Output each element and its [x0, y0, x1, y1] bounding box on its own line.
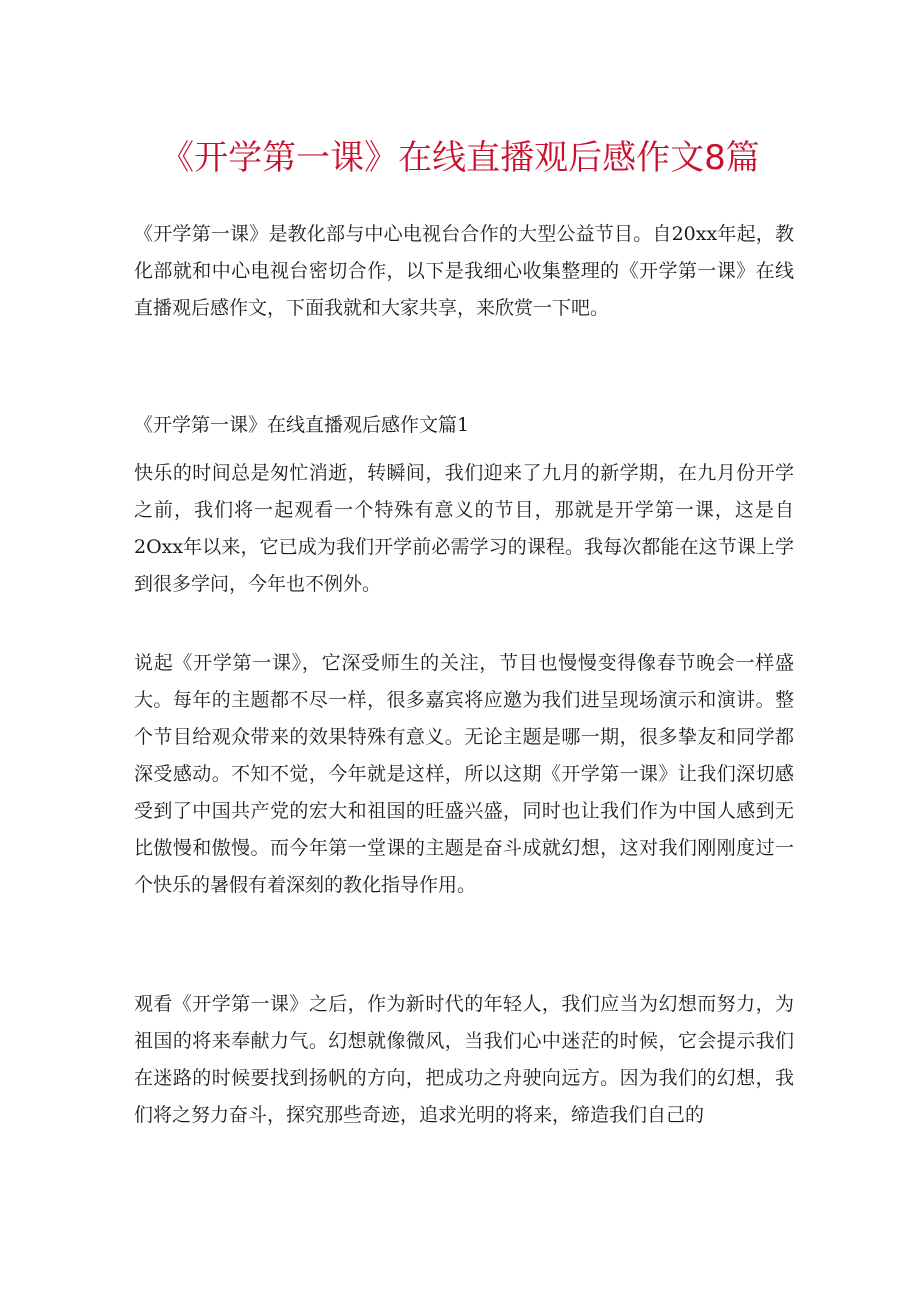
intro-paragraph: 《开学第一课》是教化部与中心电视台合作的大型公益节目。自20xx年起，教化部就和中心电视台密切合作，以下是我细心收集整理的《开学第一课》在线直播观后感作文，下面我就和大家共享，来欣赏一下吧。	[134, 223, 794, 319]
section-heading: 《开学第一课》在线直播观后感作文篇1	[134, 414, 470, 436]
body-paragraph-3: 观看《开学第一课》之后，作为新时代的年轻人，我们应当为幻想而努力，为祖国的将来奉献力气。幻想就像微风，当我们心中迷茫的时候，它会提示我们在迷路的时候要找到扬帆的方向，把成功之舟驶向远方。因为我们的幻想，我们将之努力奋斗，探究那些奇迹，追求光明的将来，缔造我们自己的	[134, 993, 794, 1126]
page-title: 《开学第一课》在线直播观后感作文8篇	[160, 138, 760, 178]
body-paragraph-1: 快乐的时间总是匆忙消逝，转瞬间，我们迎来了九月的新学期，在九月份开学之前，我们将一起观看一个特殊有意义的节目，那就是开学第一课，这是自2Oxx年以来，它已成为我们开学前必需学习的课程。我每次都能在这节课上学到很多学问，今年也不例外。	[134, 462, 794, 595]
body-paragraph-2: 说起《开学第一课》，它深受师生的关注，节目也慢慢变得像春节晚会一样盛大。每年的主题都不尽一样，很多嘉宾将应邀为我们进呈现场演示和演讲。整个节目给观众带来的效果特殊有意义。无论主题是哪一期，很多挚友和同学都深受感动。不知不觉，今年就是这样，所以这期《开学第一课》让我们深切感受到了中国共产党的宏大和祖国的旺盛兴盛，同时也让我们作为中国人感到无比傲慢和傲慢。而今年第一堂课的主题是奋斗成就幻想，这对我们刚刚度过一个快乐的暑假有着深刻的教化指导作用。	[134, 652, 794, 896]
